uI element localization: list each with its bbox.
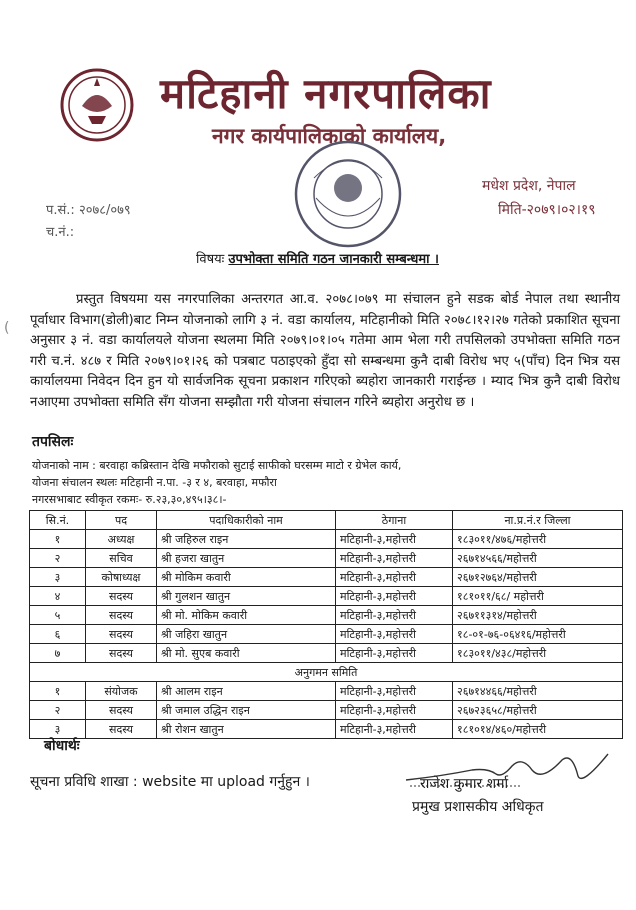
table-row	[30, 568, 623, 587]
cell-serial: ६	[30, 625, 86, 644]
cell-position: अध्यक्ष	[86, 530, 157, 549]
committee-table	[29, 510, 623, 739]
cell-serial: ५	[30, 606, 86, 625]
cell-citizenship: १८-०१-७६-०६४१६/महोत्तरी	[453, 625, 623, 644]
dispatch-number: च.नं.:	[46, 225, 75, 240]
cell-name: श्री हजरा खातुन	[157, 549, 336, 568]
cell-position: सदस्य	[86, 587, 157, 606]
cell-citizenship: २६७१४४६६/महोत्तरी	[453, 682, 623, 701]
cell-name: श्री जमाल उद्धिन राइन	[157, 701, 336, 720]
cell-citizenship: २६७२३६५८/महोत्तरी	[453, 701, 623, 720]
table-row	[30, 644, 623, 663]
cell-address: मटिहानी-३,महोत्तरी	[336, 682, 453, 701]
cell-address: मटिहानी-३,महोत्तरी	[336, 549, 453, 568]
cell-serial: १	[30, 682, 86, 701]
col-position-header: पद	[86, 511, 157, 530]
subject-line	[196, 249, 439, 267]
table-row	[30, 625, 623, 644]
cell-address: मटिहानी-३,महोत्तरी	[336, 720, 453, 739]
cell-serial: २	[30, 701, 86, 720]
table-header-row	[30, 511, 623, 530]
office-subtitle: नगर कार्यपालिकाको कार्यालय,	[212, 124, 447, 148]
table-row	[30, 530, 623, 549]
cell-position: संयोजक	[86, 682, 157, 701]
it-section-notice: सूचना प्रविधि शाखा : website मा upload गर्नुहुन ।	[30, 774, 310, 790]
col-name-header: पदाधिकारीको नाम	[157, 511, 336, 530]
office-stamp	[292, 138, 404, 250]
cell-serial: १	[30, 530, 86, 549]
cell-position: सचिव	[86, 549, 157, 568]
cell-citizenship: १८३०११/४३८/महोत्तरी	[453, 644, 623, 663]
cell-position: सदस्य	[86, 625, 157, 644]
cell-position: सदस्य	[86, 644, 157, 663]
cell-serial: २	[30, 549, 86, 568]
cell-address: मटिहानी-३,महोत्तरी	[336, 568, 453, 587]
reference-number: प.सं.: २०७८/०७९	[46, 203, 131, 218]
cell-name: श्री मोकिम कवारी	[157, 568, 336, 587]
table-row	[30, 549, 623, 568]
project-site: योजना संचालन स्थलः मटिहानी न.पा. -३ र ४, बरवाहा, मफौरा	[32, 476, 277, 489]
cell-citizenship: २६७१४५६६/महोत्तरी	[453, 549, 623, 568]
cell-name: श्री जहिरा खातुन	[157, 625, 336, 644]
col-address-header: ठेगाना	[336, 511, 453, 530]
cell-address: मटिहानी-३,महोत्तरी	[336, 625, 453, 644]
signatory-designation: प्रमुख प्रशासकीय अधिकृत	[412, 799, 544, 815]
cell-position: सदस्य	[86, 701, 157, 720]
table-row	[30, 606, 623, 625]
monitoring-committee-heading: अनुगमन समिति	[30, 663, 623, 682]
cell-serial: ७	[30, 644, 86, 663]
cell-serial: ४	[30, 587, 86, 606]
table-row	[30, 587, 623, 606]
cell-position: सदस्य	[86, 606, 157, 625]
cell-citizenship: २६७११३१४/महोत्तरी	[453, 606, 623, 625]
cell-name: श्री गुलशन खातुन	[157, 587, 336, 606]
details-heading: तपसिलः	[32, 434, 74, 450]
margin-mark: (	[4, 320, 10, 336]
cell-position: सदस्य	[86, 720, 157, 739]
nepal-emblem-logo	[58, 66, 136, 144]
col-serial-header: सि.नं.	[30, 511, 86, 530]
cell-name: श्री रोशन खातुन	[157, 720, 336, 739]
col-citizenship-header: ना.प्र.नं.र जिल्ला	[453, 511, 623, 530]
letter-date: मिति-२०७९।०२।१९	[498, 202, 596, 218]
page-title: मटिहानी नगरपालिका	[160, 69, 492, 118]
cell-serial: ३	[30, 720, 86, 739]
cell-name: श्री मो. मोकिम कवारी	[157, 606, 336, 625]
project-name: योजनाको नाम : बरवाहा कब्रिस्तान देखि मफौराको सुटाई साफीको घरसम्म माटो र ग्रेभेल कार्य,	[32, 459, 402, 472]
cell-address: मटिहानी-३,महोत्तरी	[336, 587, 453, 606]
cell-address: मटिहानी-३,महोत्तरी	[336, 530, 453, 549]
body-paragraph: प्रस्तुत विषयमा यस नगरपालिका अन्तरगत आ.व. २०७८।०७९ मा संचालन हुने सडक बोर्ड नेपाल तथा स्थानीय पूर्वाधार विभाग(डोली)बाट निम्न योजनाको लागि ३ नं. वडा कार्यालय, मटिहानीको मिति २०७८।१२।२७ गतेको प्रकाशित सूचना अनुसार ३ नं. वडा कार्यालयले योजना स्थलमा मिति २०७९।०१।०५ गतेमा आम भेला गरी तपसिलको उपभोक्ता समिति गठन गरी च.नं. ४८७ र मिति २०७९।०१।२६ को पत्रबाट पठाइएको हुँदा सो सम्बन्धमा कुनै दाबी विरोध भए ५(पाँच) दिन भित्र यस कार्यालयमा निवेदन दिन हुन यो सार्वजनिक सूचना प्रकाशन गरिएको ब्यहोरा जानकारी गराईन्छ । म्याद भित्र कुनै दाबी विरोध नआएमा उपभोक्ता समिति सँग योजना सम्झौता गरी योजना संचालन गरिने ब्यहोरा अनुरोध छ ।	[30, 292, 620, 410]
cell-citizenship: १८१०१४/४६०/महोत्तरी	[453, 720, 623, 739]
signatory-name: राजेश कुमार शर्मा	[420, 776, 509, 792]
cell-address: मटिहानी-३,महोत्तरी	[336, 701, 453, 720]
cell-citizenship: २६७१२७६४/महोत्तरी	[453, 568, 623, 587]
table-row	[30, 720, 623, 739]
cell-citizenship: १८३०११/४७६/महोत्तरी	[453, 530, 623, 549]
cell-address: मटिहानी-३,महोत्तरी	[336, 644, 453, 663]
table-row	[30, 701, 623, 720]
cell-name: श्री मो. सुएब कवारी	[157, 644, 336, 663]
cell-name: श्री आलम राइन	[157, 682, 336, 701]
cell-position: कोषाध्यक्ष	[86, 568, 157, 587]
approved-amount: नगरसभाबाट स्वीकृत रकमः- रु.२३,३०,४९५।३८।-	[32, 493, 227, 506]
cell-citizenship: १८१०११/६८/ महोत्तरी	[453, 587, 623, 606]
subject-text: उपभोक्ता समिति गठन जानकारी सम्बन्धमा ।	[228, 252, 439, 267]
monitoring-subheading-row	[30, 663, 623, 682]
cell-serial: ३	[30, 568, 86, 587]
cell-name: श्री जहिरुल राइन	[157, 530, 336, 549]
table-row	[30, 682, 623, 701]
subject-prefix: विषयः	[196, 252, 225, 267]
bodhartha-heading: बोधार्थः	[44, 738, 80, 754]
province-label: मधेश प्रदेश, नेपाल	[482, 178, 576, 194]
cell-address: मटिहानी-३,महोत्तरी	[336, 606, 453, 625]
